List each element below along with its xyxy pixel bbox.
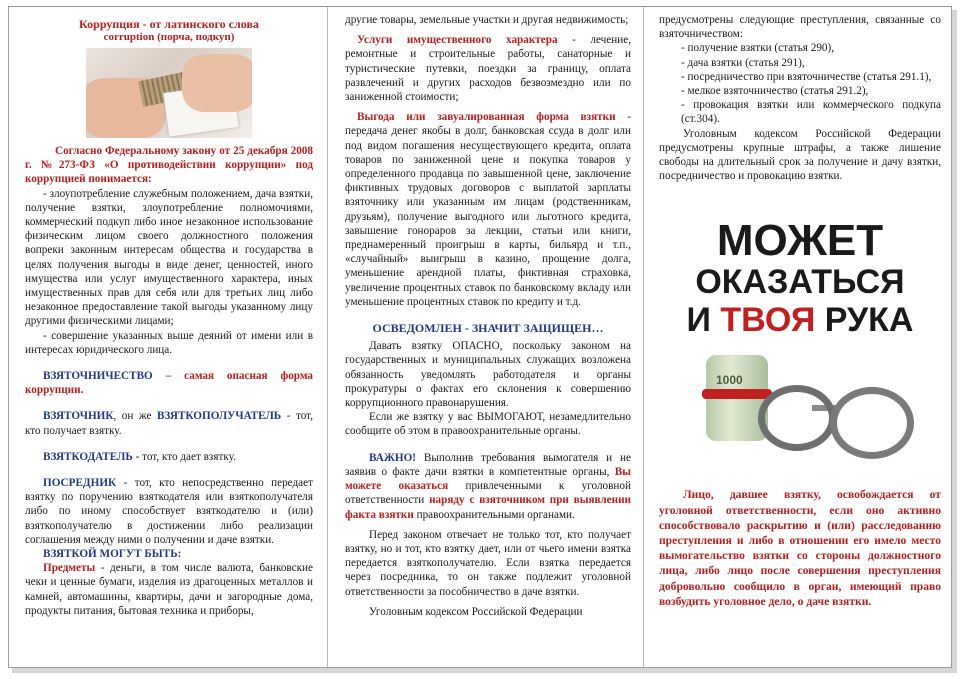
- fold-line-2: [643, 7, 644, 667]
- law-heading: Согласно Федеральному закону от 25 декабря 2008 г. №273-ФЗ «О противодействии коррупции» под коррупцией понимается:: [25, 145, 313, 186]
- informed-paragraph-1: Давать взятку ОПАСНО, поскольку законом на государственных и муниципальных служащих возложена обязанность уведомлять работодателя и органы прокуратуры о фактах его склонения к совершению коррупционного правонарушения.: [345, 340, 631, 410]
- slogan-your: ТВОЯ: [720, 301, 816, 340]
- important-red-2: наряду с взяточником при выявлении факта взятки: [345, 494, 631, 521]
- bribery-desc: – самая опасная форма коррупции.: [25, 370, 313, 397]
- items-continued: другие товары, земельные участки и другая недвижимость;: [345, 14, 629, 26]
- handcuff-left: [758, 385, 836, 451]
- slogan-line-2: ОКАЗАТЬСЯ: [695, 263, 905, 302]
- bribery-term: ВЗЯТОЧНИЧЕСТВО: [43, 370, 153, 383]
- services-definition: [345, 33, 631, 104]
- red-band: [702, 389, 772, 399]
- mediator-desc: - тот, кто непосредственно передает взятку по поручению взяткодателя или взяткополучателя либо по иному способствует взяткодателю и (или) взяткополучателю в достижении либо реализации соглашения между ними о получении и даче взятки.: [25, 477, 313, 546]
- handcuff-right: [830, 387, 914, 459]
- important-term: ВАЖНО!: [369, 451, 417, 464]
- giver-definition: [25, 450, 313, 464]
- items-desc: - деньги, в том числе валюта, банковские чеки и ценные бумаги, изделия из драгоценных металлов и камней, автомашины, квартиры, дачи и загородные дома, продукты питания, бытовая техника и приборы,: [25, 562, 313, 617]
- giver-desc: - тот, кто дает взятку.: [132, 450, 236, 463]
- slogan-line-1: МОЖЕТ: [716, 216, 884, 266]
- taker-term2: ВЗЯТКОПОЛУЧАТЕЛЬ: [156, 410, 282, 423]
- banknote-value: 1000: [716, 373, 743, 388]
- bribery-definition: [25, 369, 313, 397]
- hand-right: [182, 54, 252, 112]
- leaflet-sheet: [8, 6, 952, 668]
- important-c: правоохранительными органами.: [413, 508, 575, 521]
- crime-item: - провокация взятки или коммерческого подкупа (ст.304).: [681, 99, 941, 126]
- services-desc: - лечение, ремонтные и строительные работы, санаторные и туристические путевки, поездки за границу, оплата развлечений и других расходов безвозмездно или по заниженной стоимости;: [345, 34, 632, 104]
- important-red-1: Вы можете оказаться: [345, 465, 631, 493]
- slogan-line-3c: РУКА: [815, 301, 914, 340]
- bribe-envelope-photo: [86, 48, 252, 138]
- slogan-line-3: [659, 301, 941, 339]
- informed-heading: ОСВЕДОМЛЕН - ЗНАЧИТ ЗАЩИЩЕН…: [372, 321, 604, 336]
- exemption-paragraph: Лицо, давшее взятку, освобождается от уголовной ответственности, если оно активно способствовало раскрытию и (или) расследованию преступления и либо в отношении его имело место вымогательство взятки со стороны должностного лица, либо лицо после совершения преступления добровольно сообщило в орган, имеющий право возбудить уголовное дело, о даче взятки.: [659, 488, 941, 608]
- column-2: [329, 7, 643, 667]
- items-term: Предметы: [43, 562, 96, 575]
- important-b: привлеченными к уголовной ответственности: [345, 480, 631, 507]
- crime-item: - посредничество при взяточничестве (статья 291.1),: [681, 70, 932, 83]
- taker-definition: [25, 409, 313, 437]
- taker-mid: , он же: [113, 410, 157, 423]
- taker-term: ВЗЯТОЧНИК: [43, 410, 114, 423]
- can-be-heading: ВЗЯТКОЙ МОГУТ БЫТЬ:: [43, 548, 182, 561]
- crime-item: - получение взятки (статья 290),: [681, 42, 835, 55]
- money-handcuffs-image: [680, 345, 920, 465]
- slogan-line-3a: И: [686, 301, 721, 340]
- important-paragraph: [345, 451, 631, 522]
- law-paragraph-2: Уголовным кодексом Российской Федерации: [369, 605, 583, 618]
- crimes-intro: предусмотрены следующие преступления, связанные со взяточничеством:: [659, 14, 941, 41]
- services-term: Услуги имущественного характера: [357, 34, 558, 47]
- leaflet-title: Коррупция - от латинского слова: [79, 17, 259, 31]
- leaflet-subtitle: corruption (порча, подкуп): [103, 31, 235, 43]
- law-paragraph-1: Перед законом отвечает не только тот, кто получает взятку, но и тот, кто взятку дает, или от чьего имени взятка передается взяткополучателю. Если взятка передается через посредника, то он также подлежит уголовной ответственности за пособничество в даче взятки.: [345, 528, 631, 598]
- column-3: [645, 7, 951, 667]
- hidden-term: Выгода или завуалированная форма взятки: [357, 111, 616, 124]
- hidden-bribe-definition: [345, 110, 631, 309]
- crime-item: - дача взятки (статья 291),: [681, 56, 805, 69]
- hidden-desc: - передача денег якобы в долг, банковская ссуда в долг или под видом погашения несуществующего кредита, оплата товаров по заниженной цене и покупка товаров у определенного продавца по завышенной цене, заключение фиктивных трудовых договоров с выплатой зарплаты взяточнику или указанным им лицам (родственникам, друзьям), получение выгодного или льготного кредита, завышение гонораров за лекции, статьи или книги, преднамеренный проигрыш в карты, бильярд и т.п., «случайный» выигрыш в казино, прощение долга, уменьшение арендной платы, фиктивная страховка, увеличение процентных ставок по банковскому вкладу или уменьшение процентных ставок по кредиту и т.д.: [345, 111, 631, 308]
- mediator-term: ПОСРЕДНИК: [43, 477, 117, 490]
- definition-2: - совершение указанных выше деяний от имени или в интересах юридического лица.: [25, 329, 313, 356]
- items-definition: [25, 561, 313, 618]
- fold-line-1: [327, 7, 328, 667]
- mediator-definition: [25, 476, 313, 547]
- crime-item: - мелкое взяточничество (статья 291.2),: [681, 85, 869, 98]
- penalties-paragraph: Уголовным кодексом Российской Федерации предусмотрены крупные штрафы, а также лишение свободы на длительный срок за получение и дачу взятки, посредничество и провокацию взятки.: [659, 127, 941, 183]
- definition-1: - злоупотребление служебным положением, дача взятки, получение взятки, злоупотребление полномочиями, коммерческий подкуп либо иное незаконное использование физическим лицом своего должностного положения вопреки законным интересам общества и государства в целях получения выгоды в виде денег, ценностей, иного имущества или услуг имущественного характера, иных имущественных прав для себя или для третьих лиц либо незаконное предоставление такой выгоды указанному лицу другими физическими лицами;: [25, 187, 313, 328]
- informed-paragraph-2: Если же взятку у вас ВЫМОГАЮТ, незамедлительно сообщите об этом в правоохранительные органы.: [345, 411, 631, 438]
- column-1: [9, 7, 327, 667]
- giver-term: ВЗЯТКОДАТЕЛЬ: [43, 450, 133, 463]
- important-a: Выполнив требования вымогателя и не заявив о факте дачи взятки в компетентные органы,: [345, 451, 631, 478]
- taker-desc: - тот, кто получает взятку.: [25, 410, 313, 437]
